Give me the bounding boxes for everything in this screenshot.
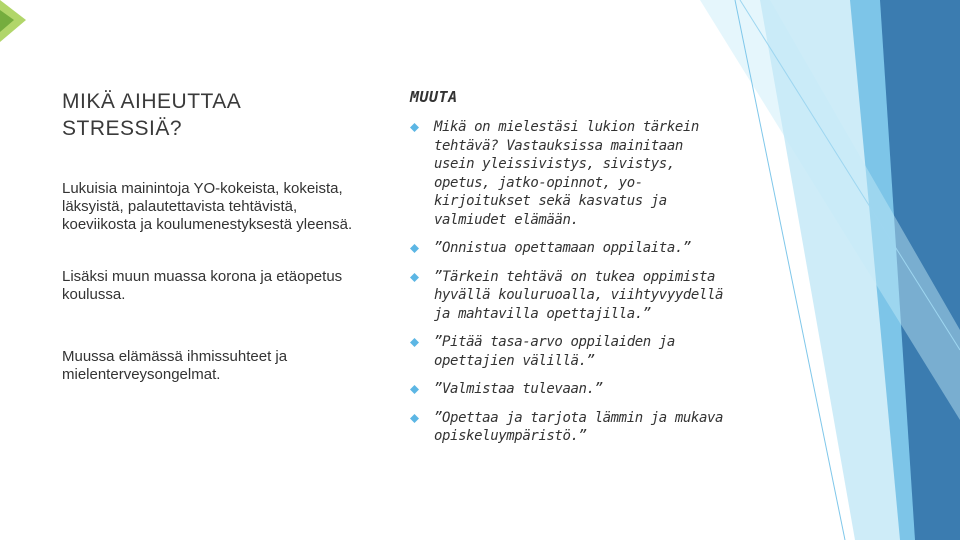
diamond-bullet-icon: [410, 414, 419, 423]
bullet-list: [410, 118, 730, 456]
bullet-text: ”Pitää tasa-arvo oppilaiden ja opettajien välillä.”: [434, 334, 675, 369]
list-item: [410, 239, 730, 258]
right-heading: MUUTA: [410, 88, 458, 106]
left-paragraph-3: Muussa elämässä ihmissuhteet ja mielenterveysongelmat.: [62, 348, 288, 383]
diamond-bullet-icon: [410, 273, 419, 282]
bullet-text: ”Onnistua opettamaan oppilaita.”: [434, 240, 691, 256]
bullet-text: ”Valmistaa tulevaan.”: [434, 381, 603, 397]
list-item: [410, 409, 730, 446]
diamond-bullet-icon: [410, 338, 419, 347]
bullet-text: ”Opettaa ja tarjota lämmin ja mukava opiskeluympäristö.”: [434, 409, 724, 444]
diamond-bullet-icon: [410, 385, 419, 394]
list-item: [410, 333, 730, 370]
diamond-bullet-icon: [410, 244, 419, 253]
diamond-bullet-icon: [410, 123, 419, 132]
left-paragraph-2: Lisäksi muun muassa korona ja etäopetus koulussa.: [62, 268, 343, 303]
list-item: [410, 118, 730, 229]
list-item: [410, 380, 730, 399]
bullet-text: Mikä on mielestäsi lukion tärkein tehtävä? Vastauksissa mainitaan usein yleissivistys, sivistys, opetus, jatko-opinnot, yo-kirjoitukset sekä kasvatus ja valmiudet elämään.: [434, 119, 699, 228]
left-title: MIKÄ AIHEUTTAA STRESSIÄ?: [62, 90, 241, 140]
left-paragraph-1: Lukuisia mainintoja YO-kokeista, kokeista, läksyistä, palautettavista tehtävistä, koeviikosta ja koulumenestyksestä yleensä.: [62, 180, 353, 233]
bullet-text: ”Tärkein tehtävä on tukea oppimista hyvällä kouluruoalla, viihtyvyydellä ja mahtavilla opettajilla.”: [434, 268, 724, 322]
list-item: [410, 268, 730, 324]
